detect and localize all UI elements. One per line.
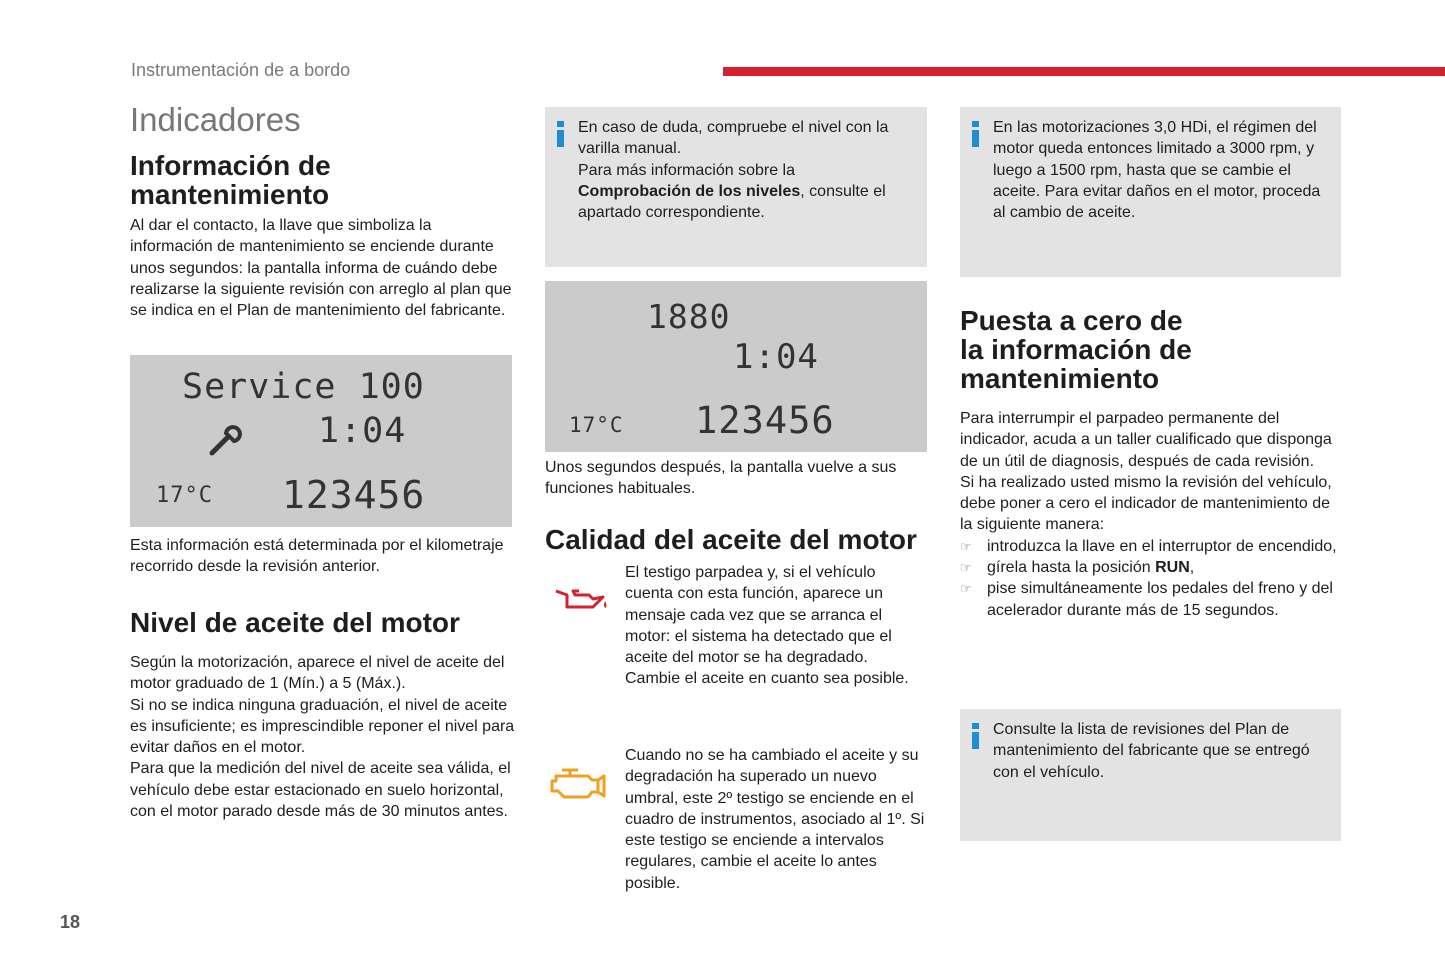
reset-heading-line3: mantenimiento bbox=[960, 363, 1160, 394]
lcd2-temperature: 17°C bbox=[569, 413, 624, 437]
oil-pressure-warning-icon bbox=[553, 586, 609, 612]
info-icon bbox=[557, 121, 564, 147]
list-item bbox=[960, 536, 1345, 557]
info-line-2-suffix: , consulte el apartado correspondiente. bbox=[578, 182, 886, 222]
info-icon bbox=[972, 723, 979, 749]
oil-level-paragraph-2: Si no se indica ninguna graduación, el nivel de aceite es insuficiente; es imprescindible reponer el nivel para evitar daños en el motor. bbox=[130, 696, 515, 757]
section-title: Instrumentación de a bordo bbox=[131, 60, 351, 80]
info-box-plan-text: Consulte la lista de revisiones del Plan de mantenimiento del fabricante que se entregó con el vehículo. bbox=[993, 721, 1310, 781]
maintenance-display-image bbox=[130, 355, 512, 527]
reset-paragraph-2: Si ha realizado usted mismo la revisión del vehículo, debe poner a cero el indicador de mantenimiento de la siguiente manera: bbox=[960, 473, 1332, 534]
oil-level-heading: Nivel de aceite del motor bbox=[130, 607, 460, 638]
normal-display-image bbox=[545, 281, 927, 452]
oil-quality-text-1: El testigo parpadea y, si el vehículo cuenta con esta función, aparece un mensaje cada vez que se arranca el motor: el sistema ha detectado que el aceite del motor se ha degradado. Cambie el aceite en cuanto sea posible. bbox=[625, 564, 909, 688]
maintenance-heading-line2: mantenimiento bbox=[130, 179, 330, 210]
reset-text bbox=[960, 408, 1345, 621]
lcd-service-text: Service 100 bbox=[182, 367, 425, 407]
step-2-suffix: , bbox=[1189, 559, 1195, 577]
oil-quality-heading: Calidad del aceite del motor bbox=[545, 524, 917, 555]
info-icon bbox=[972, 121, 979, 147]
lcd2-top-value: 1880 bbox=[647, 297, 731, 336]
lcd-temperature: 17°C bbox=[156, 483, 213, 508]
maintenance-heading-line1: Información de bbox=[130, 150, 331, 181]
step-3-text: pise simultáneamente los pedales del freno y del acelerador durante más de 15 segundos. bbox=[987, 580, 1333, 619]
lcd2-time: 1:04 bbox=[733, 337, 819, 377]
list-item bbox=[960, 578, 1345, 621]
lcd2-odometer: 123456 bbox=[695, 399, 835, 442]
pointing-hand-icon: ☞ bbox=[960, 560, 972, 576]
display1-caption: Esta información está determinada por el kilometraje recorrido desde la revisión anterior. bbox=[130, 537, 504, 576]
wrench-icon bbox=[208, 423, 242, 457]
info-box-plan bbox=[960, 709, 1341, 841]
info-box-text bbox=[578, 117, 907, 223]
step-2-bold: RUN bbox=[1155, 559, 1190, 577]
oil-quality-text-2: Cuando no se ha cambiado el aceite y su degradación ha superado un nuevo umbral, este 2º testigo se enciende en el cuadro de instrumentos, asociado al 1º. Si este testigo se enciende a intervalos regulares, cambie el aceite lo antes posible. bbox=[625, 747, 925, 892]
reset-paragraph-1: Para interrumpir el parpadeo permanente del indicador, acuda a un taller cualificado que disponga de un útil de diagnosis, después de cada revisión. bbox=[960, 410, 1332, 470]
pointing-hand-icon: ☞ bbox=[960, 538, 972, 554]
reset-heading-line2: la información de bbox=[960, 334, 1192, 365]
engine-warning-icon bbox=[550, 762, 608, 802]
display2-caption: Unos segundos después, la pantalla vuelve a sus funciones habituales. bbox=[545, 459, 897, 498]
page-number: 18 bbox=[60, 912, 81, 932]
info-box-hdi-text: En las motorizaciones 3,0 HDi, el régimen del motor queda entonces limitado a 3000 rpm, y luego a 1500 rpm, hasta que se cambie el aceite. Para evitar daños en el motor, proceda al cambio de aceite. bbox=[993, 119, 1321, 222]
maintenance-text: Al dar el contacto, la llave que simboliza la información de mantenimiento se enciende durante unos segundos: la pantalla informa de cuándo debe realizarse la siguiente revisión con arreglo al plan que se indica en el Plan de mantenimiento del fabricante. bbox=[130, 217, 512, 320]
reset-heading-line1: Puesta a cero de bbox=[960, 305, 1183, 336]
lcd-time: 1:04 bbox=[318, 411, 407, 451]
info-box-hdi bbox=[960, 107, 1341, 277]
info-line-1: En caso de duda, compruebe el nivel con la varilla manual. bbox=[578, 119, 889, 158]
info-line-2-bold: Comprobación de los niveles bbox=[578, 182, 801, 200]
page-title: Indicadores bbox=[130, 101, 301, 138]
reset-steps-list bbox=[960, 536, 1345, 621]
oil-level-paragraph-1: Según la motorización, aparece el nivel de aceite del motor graduado de 1 (Mín.) a 5 (Máx.). bbox=[130, 654, 505, 693]
list-item bbox=[960, 557, 1345, 578]
step-1-text: introduzca la llave en el interruptor de encendido, bbox=[987, 537, 1337, 555]
oil-level-text bbox=[130, 652, 520, 822]
pointing-hand-icon: ☞ bbox=[960, 581, 972, 597]
oil-level-paragraph-3: Para que la medición del nivel de aceite sea válida, el vehículo debe estar estacionado en suelo horizontal, con el motor parado desde más de 30 minutos antes. bbox=[130, 760, 511, 821]
info-line-2-prefix: Para más información sobre la bbox=[578, 161, 795, 179]
header-accent-bar bbox=[723, 67, 1445, 76]
info-line-2 bbox=[578, 160, 907, 224]
reset-heading bbox=[960, 306, 1192, 393]
info-box-dipstick bbox=[545, 107, 927, 267]
step-2-text: gírela hasta la posición bbox=[987, 559, 1156, 577]
lcd-odometer: 123456 bbox=[282, 473, 426, 517]
maintenance-heading bbox=[130, 151, 331, 209]
